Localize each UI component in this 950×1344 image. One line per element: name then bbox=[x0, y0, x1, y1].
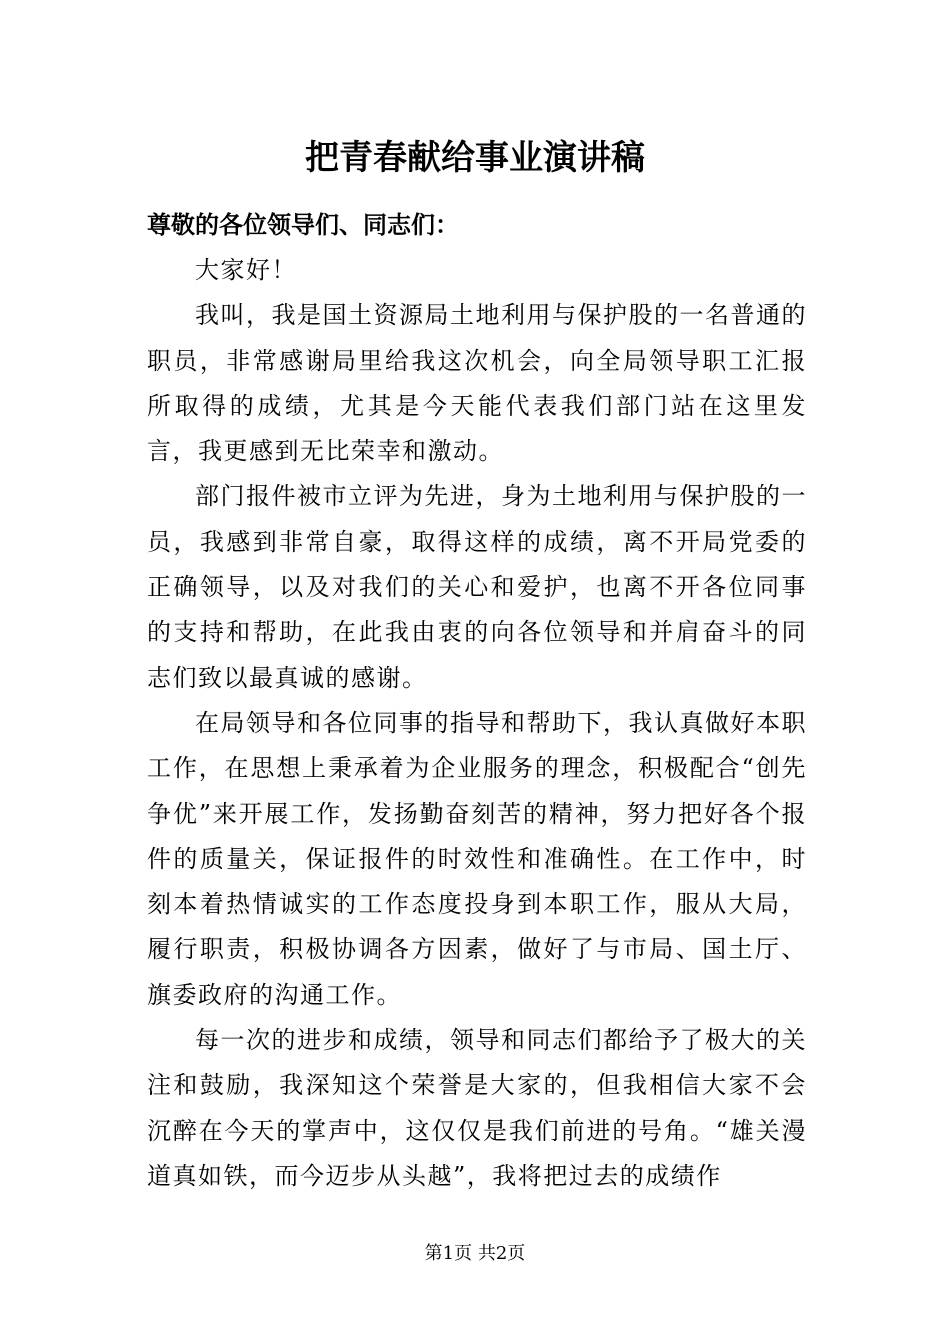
paragraph-greeting: 大家好！ bbox=[195, 256, 297, 284]
paragraph-gratitude: 部门报件被市立评为先进，身为土地利用与保护股的一员，我感到非常自豪，取得这样的成绩，离不开局党委的正确领导，以及对我们的关心和爱护，也离不开各位同事的支持和帮助，在此我由衷的向各位领导和并肩奋斗的同志们致以最真诚的感谢。 bbox=[147, 482, 807, 692]
salutation: 尊敬的各位领导们、同志们： bbox=[147, 210, 459, 239]
paragraph-work: 在局领导和各位同事的指导和帮助下，我认真做好本职工作，在思想上秉承着为企业服务的理念，积极配合“创先争优”来开展工作，发扬勤奋刻苦的精神，努力把好各个报件的质量关，保证报件的时效性和准确性。在工作中，时刻本着热情诚实的工作态度投身到本职工作，服从大局，履行职责，积极协调各方因素，做好了与市局、国土厅、旗委政府的沟通工作。 bbox=[147, 708, 807, 1009]
document-title: 把青春献给事业演讲稿 bbox=[305, 138, 645, 178]
page-number: 第1页 共2页 bbox=[424, 1243, 526, 1264]
paragraph-outlook: 每一次的进步和成绩，领导和同志们都给予了极大的关注和鼓励，我深知这个荣誉是大家的，但我相信大家不会沉醉在今天的掌声中，这仅仅是我们前进的号角。“雄关漫道真如铁，而今迈步从头越”，我将把过去的成绩作 bbox=[147, 1026, 807, 1190]
paragraph-introduction: 我叫，我是国土资源局土地利用与保护股的一名普通的职员，非常感谢局里给我这次机会，向全局领导职工汇报所取得的成绩，尤其是今天能代表我们部门站在这里发言，我更感到无比荣幸和激动。 bbox=[147, 301, 807, 466]
document-body bbox=[147, 248, 807, 1199]
